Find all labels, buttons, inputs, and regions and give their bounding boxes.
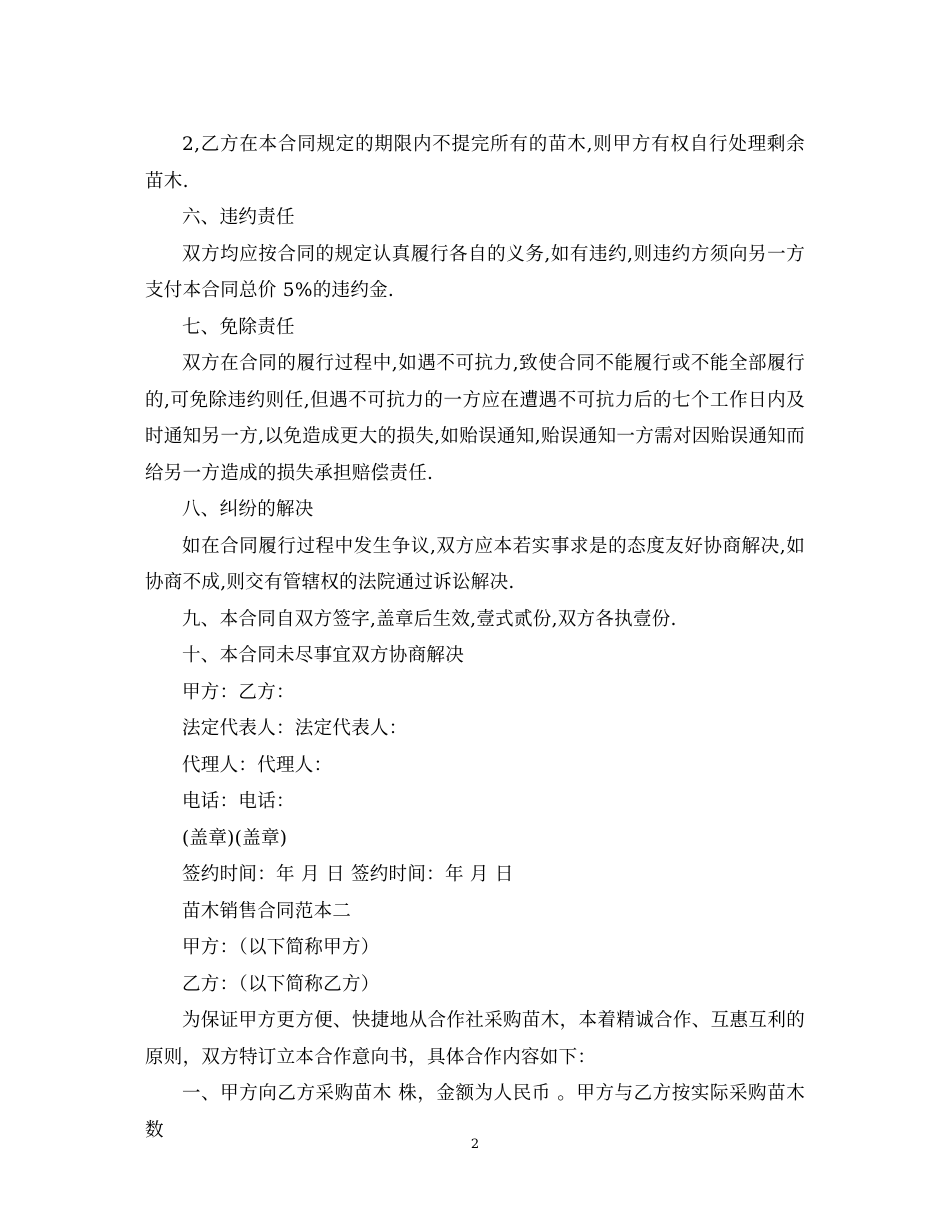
party-b-line: 乙方：（以下简称乙方） <box>182 973 380 995</box>
party-a-line: 甲方：（以下简称甲方） <box>182 937 380 958</box>
dispute-paragraph: 如在合同履行过程中发生争议,双方应本若实事求是的态度友好协商解决,如协商不成,则交有管辖权的法院通过诉讼解决. <box>145 535 805 593</box>
purchase-clause-paragraph: 一、甲方向乙方采购苗木 株，金额为人民币 。甲方与乙方按实际采购苗木数 <box>145 1083 805 1141</box>
liability-paragraph: 双方均应按合同的规定认真履行各自的义务,如有违约,则违约方须向另一方支付本合同总价 5%的违约金. <box>145 243 805 301</box>
preamble-paragraph: 为保证甲方更方便、快捷地从合作社采购苗木，本着精诚合作、互惠互利的原则，双方特订立本合作意向书，具体合作内容如下： <box>145 1010 805 1068</box>
section-heading-dispute: 八、纠纷的解决 <box>182 499 314 520</box>
party-signature-line: 甲方：乙方： <box>182 681 295 703</box>
signing-date-line: 签约时间：年 月 日 签约时间：年 月 日 <box>182 864 514 885</box>
exemption-paragraph: 双方在合同的履行过程中,如遇不可抗力,致使合同不能履行或不能全部履行的,可免除违约则任,但遇不可抗力的一方应在遭遇不可抗力后的七个工作日内及时通知另一方,以免造成更大的损失,如贻误通知,贻误通知一方需对因贻误通知而给另一方造成的损失承担赔偿责任. <box>145 353 805 484</box>
clause-2-paragraph: 2,乙方在本合同规定的期限内不提完所有的苗木,则甲方有权自行处理剩余苗木. <box>145 134 805 192</box>
page-number: 2 <box>470 1137 480 1152</box>
agent-line: 代理人：代理人： <box>182 754 333 776</box>
seal-line: (盖章)(盖章) <box>182 827 288 849</box>
legal-representative-line: 法定代表人：法定代表人： <box>182 718 408 739</box>
phone-line: 电话：电话： <box>182 791 295 812</box>
clause-9-paragraph: 九、本合同自双方签字,盖章后生效,壹式贰份,双方各执壹份. <box>182 608 677 630</box>
contract-template-title: 苗木销售合同范本二 <box>182 900 352 922</box>
section-heading-liability: 六、违约责任 <box>182 207 295 228</box>
clause-10-paragraph: 十、本合同未尽事宜双方协商解决 <box>182 645 465 666</box>
document-body <box>145 127 805 1149</box>
section-heading-exemption: 七、免除责任 <box>182 316 295 338</box>
